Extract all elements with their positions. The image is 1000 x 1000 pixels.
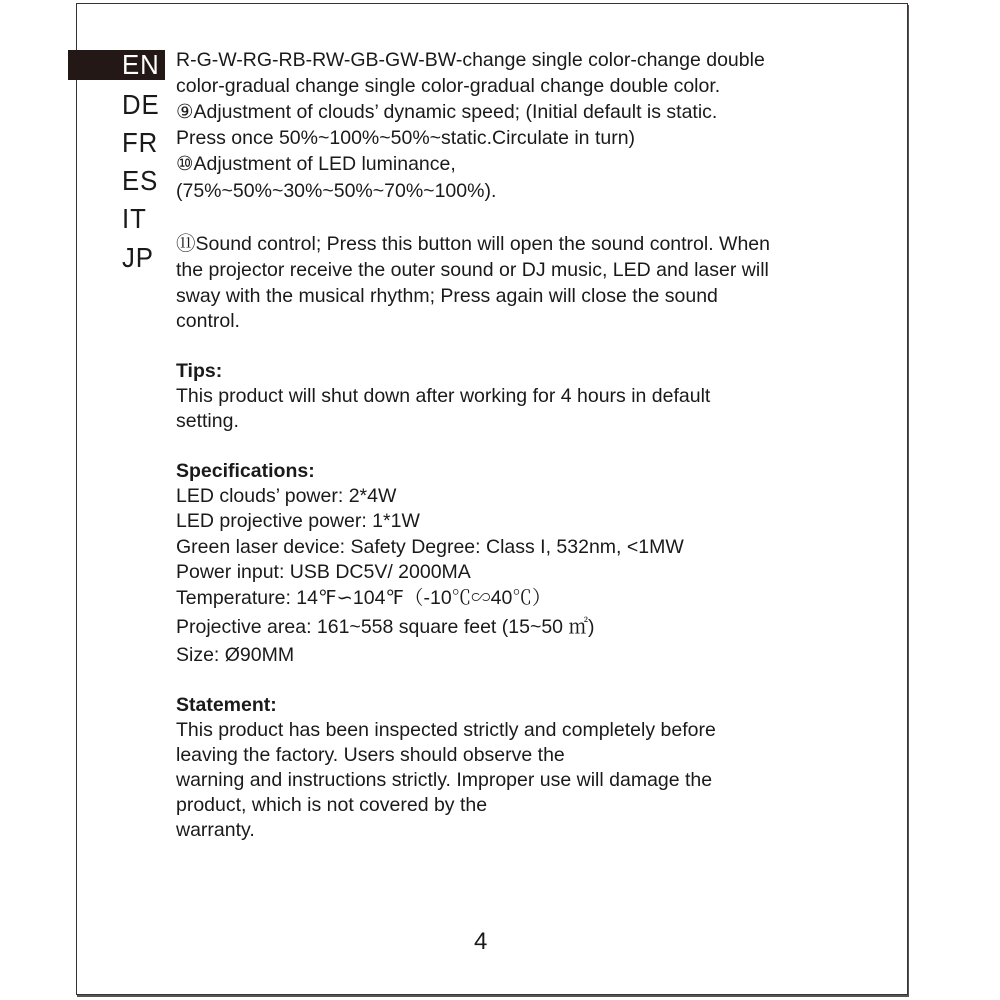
body-line: control. [176,310,240,332]
tips-line: This product will shut down after working for 4 hours in default [176,385,711,407]
body-line: color-gradual change single color-gradual change double color. [176,75,721,97]
tips-line: setting. [176,410,239,432]
body-line: ⑩Adjustment of LED luminance, [176,153,456,175]
body-line: sway with the musical rhythm; Press again will close the sound [176,285,718,307]
spec-line: Green laser device: Safety Degree: Class I, 532nm, <1MW [176,536,684,558]
spec-line: LED clouds’ power: 2*4W [176,485,397,507]
statement-line: product, which is not covered by the [176,794,488,816]
tips-heading: Tips: [176,360,223,382]
language-tab-it: IT [122,203,147,234]
body-line: ⑨Adjustment of clouds’ dynamic speed; (Initial default is static. [176,101,718,123]
body-line: the projector receive the outer sound or DJ music, LED and laser will [176,259,769,281]
statement-line: This product has been inspected strictly and completely before [176,719,716,741]
language-tab-de: DE [122,89,160,120]
spec-line: Temperature: 14℉∽104℉（-10℃∽40℃） [176,587,552,609]
statement-line: leaving the factory. Users should observe the [176,744,565,766]
page-number: 4 [474,928,488,955]
language-tab-fr: FR [122,127,159,158]
statement-line: warning and instructions strictly. Improper use will damage the [176,769,713,791]
spec-line: Power input: USB DC5V/ 2000MA [176,561,471,583]
language-tab-en: EN [122,49,160,80]
spec-line: Projective area: 161~558 square feet (15~50 ㎡) [176,616,595,638]
statement-heading: Statement: [176,694,277,716]
body-line: R-G-W-RG-RB-RW-GB-GW-BW-change single color-change double [176,49,765,71]
body-line: Press once 50%~100%~50%~static.Circulate in turn) [176,127,636,149]
specifications-heading: Specifications: [176,460,315,482]
spec-line: LED projective power: 1*1W [176,510,420,532]
language-tab-jp: JP [122,242,154,273]
language-tab-es: ES [122,165,159,196]
body-line: ⑪Sound control; Press this button will open the sound control. When [176,233,770,255]
spec-line: Size: Ø90MM [176,644,295,666]
body-line: (75%~50%~30%~50%~70%~100%). [176,180,497,202]
statement-line: warranty. [176,819,255,841]
